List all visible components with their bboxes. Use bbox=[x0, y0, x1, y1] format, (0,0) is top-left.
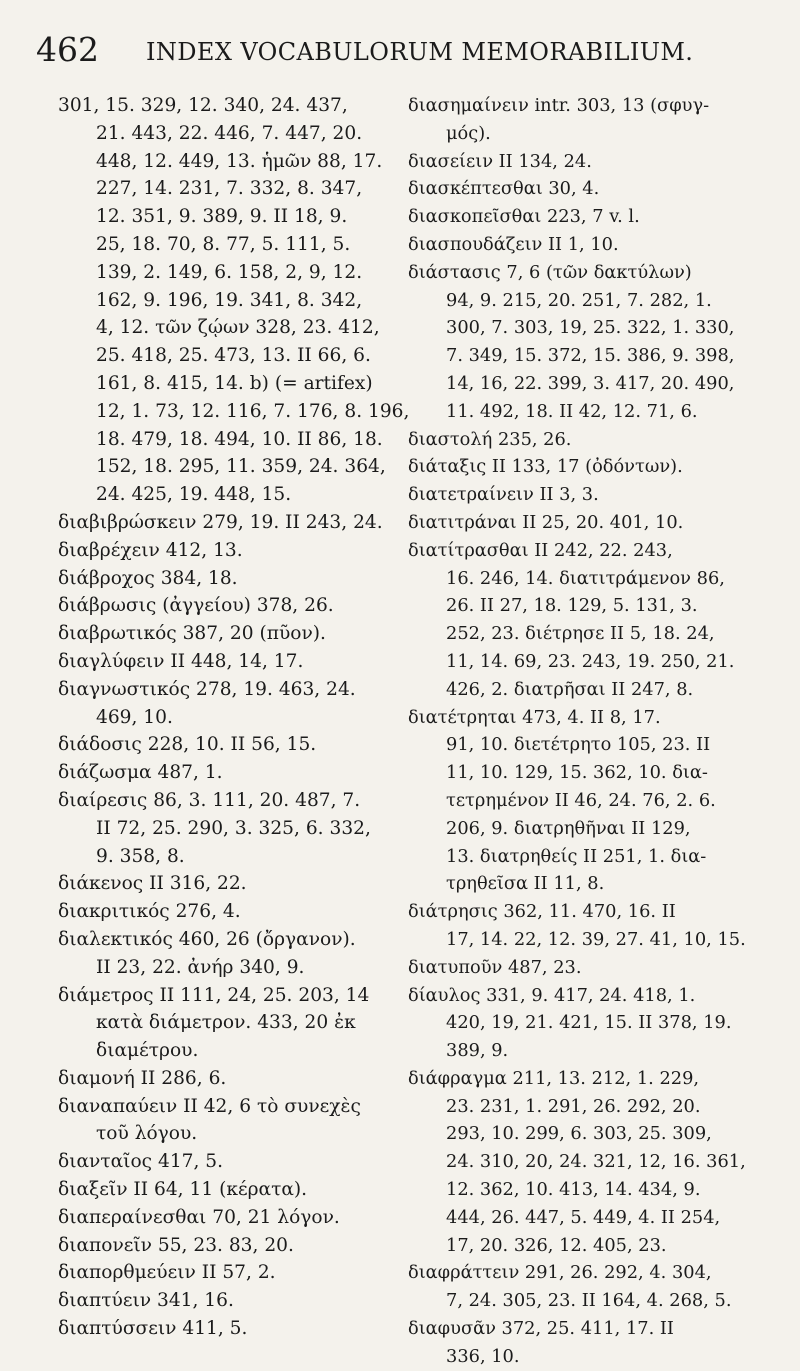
index-line: διαξεῖν II 64, 11 (κέρατα). bbox=[58, 1179, 308, 1201]
index-line: 17, 20. 326, 12. 405, 23. bbox=[446, 1234, 667, 1256]
index-line: διάτρησις 362, 11. 470, 16. II bbox=[408, 901, 676, 923]
index-line: τετρημένον II 46, 24. 76, 2. 6. bbox=[446, 789, 716, 811]
index-line: 152, 18. 295, 11. 359, 24. 364, bbox=[96, 456, 386, 478]
index-line: διατέτρηται 473, 4. II 8, 17. bbox=[408, 706, 661, 728]
index-line: 252, 23. διέτρησε II 5, 18. 24, bbox=[446, 623, 715, 645]
index-line: διαναπαύειν II 42, 6 τὸ συνεχὲς bbox=[58, 1095, 361, 1117]
index-line: 469, 10. bbox=[96, 706, 173, 728]
index-line: διασκοπεῖσθαι 223, 7 v. l. bbox=[408, 206, 640, 228]
index-line: 24. 425, 19. 448, 15. bbox=[96, 484, 292, 506]
index-line: διαπεραίνεσθαι 70, 21 λόγον. bbox=[58, 1206, 340, 1228]
index-line: 139, 2. 149, 6. 158, 2, 9, 12. bbox=[96, 261, 363, 283]
index-line: 7. 349, 15. 372, 15. 386, 9. 398, bbox=[446, 345, 735, 367]
index-line: τρηθεῖσα II 11, 8. bbox=[446, 873, 605, 895]
index-line: 12, 1. 73, 12. 116, 7. 176, 8. 196, bbox=[96, 400, 410, 422]
index-line: διαγνωστικός 278, 19. 463, 24. bbox=[58, 678, 356, 700]
index-line: διατετραίνειν II 3, 3. bbox=[408, 484, 599, 506]
index-line: 13. διατρηθείς II 251, 1. δια- bbox=[446, 845, 707, 867]
index-line: διασκέπτεσθαι 30, 4. bbox=[408, 178, 600, 200]
index-line: 4, 12. τῶν ζῴων 328, 23. 412, bbox=[96, 317, 380, 339]
index-line: 161, 8. 415, 14. b) (= artifex) bbox=[96, 372, 373, 394]
right-column bbox=[408, 92, 788, 1371]
index-line: 11, 10. 129, 15. 362, 10. δια- bbox=[446, 762, 708, 784]
left-column bbox=[58, 92, 410, 1343]
index-line: 91, 10. διετέτρητο 105, 23. II bbox=[446, 734, 711, 756]
index-line: διαστολή 235, 26. bbox=[408, 428, 572, 450]
index-line: 162, 9. 196, 19. 341, 8. 342, bbox=[96, 289, 363, 311]
index-line: 12. 362, 10. 413, 14. 434, 9. bbox=[446, 1179, 701, 1201]
index-line: 23. 231, 1. 291, 26. 292, 20. bbox=[446, 1095, 701, 1117]
index-line: 420, 19, 21. 421, 15. II 378, 19. bbox=[446, 1012, 732, 1034]
index-line: διάκενος II 316, 22. bbox=[58, 873, 247, 895]
index-line: τοῦ λόγου. bbox=[96, 1123, 198, 1145]
index-line: 14, 16, 22. 399, 3. 417, 20. 490, bbox=[446, 372, 735, 394]
index-line: μός). bbox=[446, 122, 491, 144]
index-line: 227, 14. 231, 7. 332, 8. 347, bbox=[96, 178, 363, 200]
index-line: διαβρωτικός 387, 20 (πῦον). bbox=[58, 623, 326, 645]
index-line: διάμετρος II 111, 24, 25. 203, 14 bbox=[58, 984, 370, 1006]
index-line: 18. 479, 18. 494, 10. II 86, 18. bbox=[96, 428, 383, 450]
index-line: 21. 443, 22. 446, 7. 447, 20. bbox=[96, 122, 363, 144]
index-line: διαμέτρου. bbox=[96, 1040, 199, 1062]
index-line: 24. 310, 20, 24. 321, 12, 16. 361, bbox=[446, 1151, 746, 1173]
index-line: 336, 10. bbox=[446, 1345, 520, 1367]
index-line: διαλεκτικός 460, 26 (ὄργανον). bbox=[58, 928, 356, 950]
index-line: διάβροχος 384, 18. bbox=[58, 567, 238, 589]
index-line: διαπονεῖν 55, 23. 83, 20. bbox=[58, 1234, 294, 1256]
index-line: 25, 18. 70, 8. 77, 5. 111, 5. bbox=[96, 233, 351, 255]
index-line: διασείειν II 134, 24. bbox=[408, 150, 592, 172]
index-line: 25. 418, 25. 473, 13. II 66, 6. bbox=[96, 345, 371, 367]
index-line: κατὰ διάμετρον. 433, 20 ἐκ bbox=[96, 1012, 356, 1034]
index-line: διαμονή II 286, 6. bbox=[58, 1067, 227, 1089]
index-line: διασπουδάζειν II 1, 10. bbox=[408, 233, 619, 255]
index-line: διάστασις 7, 6 (τῶν δακτύλων) bbox=[408, 261, 692, 283]
index-line: 444, 26. 447, 5. 449, 4. II 254, bbox=[446, 1206, 721, 1228]
index-line: δίαυλος 331, 9. 417, 24. 418, 1. bbox=[408, 984, 696, 1006]
index-line: 94, 9. 215, 20. 251, 7. 282, 1. bbox=[446, 289, 712, 311]
index-line: 17, 14. 22, 12. 39, 27. 41, 10, 15. bbox=[446, 928, 746, 950]
index-line: διαπορθμεύειν II 57, 2. bbox=[58, 1262, 276, 1284]
index-line: 206, 9. διατρηθῆναι II 129, bbox=[446, 817, 691, 839]
index-line: 301, 15. 329, 12. 340, 24. 437, bbox=[58, 95, 348, 116]
index-line: διαπτύσσειν 411, 5. bbox=[58, 1318, 248, 1340]
index-line: διαβιβρώσκειν 279, 19. II 243, 24. bbox=[58, 511, 383, 533]
index-line: διαπτύειν 341, 16. bbox=[58, 1290, 234, 1312]
index-line: 11, 14. 69, 23. 243, 19. 250, 21. bbox=[446, 650, 735, 672]
index-line: 9. 358, 8. bbox=[96, 845, 185, 867]
index-line: διάβρωσις (ἀγγείου) 378, 26. bbox=[58, 595, 334, 617]
index-line: διασημαίνειν intr. 303, 13 (σφυγ- bbox=[408, 95, 710, 116]
page-header bbox=[36, 22, 776, 82]
index-line: 11. 492, 18. II 42, 12. 71, 6. bbox=[446, 400, 698, 422]
index-line: II 72, 25. 290, 3. 325, 6. 332, bbox=[96, 817, 371, 839]
index-line: διαφράττειν 291, 26. 292, 4. 304, bbox=[408, 1262, 712, 1284]
index-line: 448, 12. 449, 13. ἡμῶν 88, 17. bbox=[96, 150, 383, 172]
index-line: διαφυσᾶν 372, 25. 411, 17. II bbox=[408, 1318, 674, 1340]
index-line: 300, 7. 303, 19, 25. 322, 1. 330, bbox=[446, 317, 735, 339]
running-title: INDEX VOCABULORUM MEMORABILIUM. bbox=[146, 38, 694, 66]
index-line: διακριτικός 276, 4. bbox=[58, 901, 241, 923]
page-number: 462 bbox=[36, 30, 99, 69]
index-line: 389, 9. bbox=[446, 1040, 509, 1062]
index-line: διατυποῦν 487, 23. bbox=[408, 956, 582, 978]
index-line: διατιτράναι II 25, 20. 401, 10. bbox=[408, 511, 684, 533]
index-line: 293, 10. 299, 6. 303, 25. 309, bbox=[446, 1123, 712, 1145]
index-line: διάταξις II 133, 17 (ὀδόντων). bbox=[408, 456, 683, 478]
index-line: 7, 24. 305, 23. II 164, 4. 268, 5. bbox=[446, 1290, 732, 1312]
index-line: διάζωσμα 487, 1. bbox=[58, 762, 223, 784]
index-line: διάφραγμα 211, 13. 212, 1. 229, bbox=[408, 1067, 700, 1089]
index-line: διανταῖος 417, 5. bbox=[58, 1151, 224, 1173]
index-line: 12. 351, 9. 389, 9. II 18, 9. bbox=[96, 206, 348, 228]
index-line: διαβρέχειν 412, 13. bbox=[58, 539, 243, 561]
index-line: διατίτρασθαι II 242, 22. 243, bbox=[408, 539, 673, 561]
index-line: 26. II 27, 18. 129, 5. 131, 3. bbox=[446, 595, 698, 617]
index-line: 16. 246, 14. διατιτράμενον 86, bbox=[446, 567, 725, 589]
index-line: II 23, 22. ἀνήρ 340, 9. bbox=[96, 956, 305, 978]
index-line: διάδοσις 228, 10. II 56, 15. bbox=[58, 734, 317, 756]
index-line: διαίρεσις 86, 3. 111, 20. 487, 7. bbox=[58, 789, 361, 811]
index-line: διαγλύφειν II 448, 14, 17. bbox=[58, 650, 304, 672]
index-line: 426, 2. διατρῆσαι II 247, 8. bbox=[446, 678, 694, 700]
